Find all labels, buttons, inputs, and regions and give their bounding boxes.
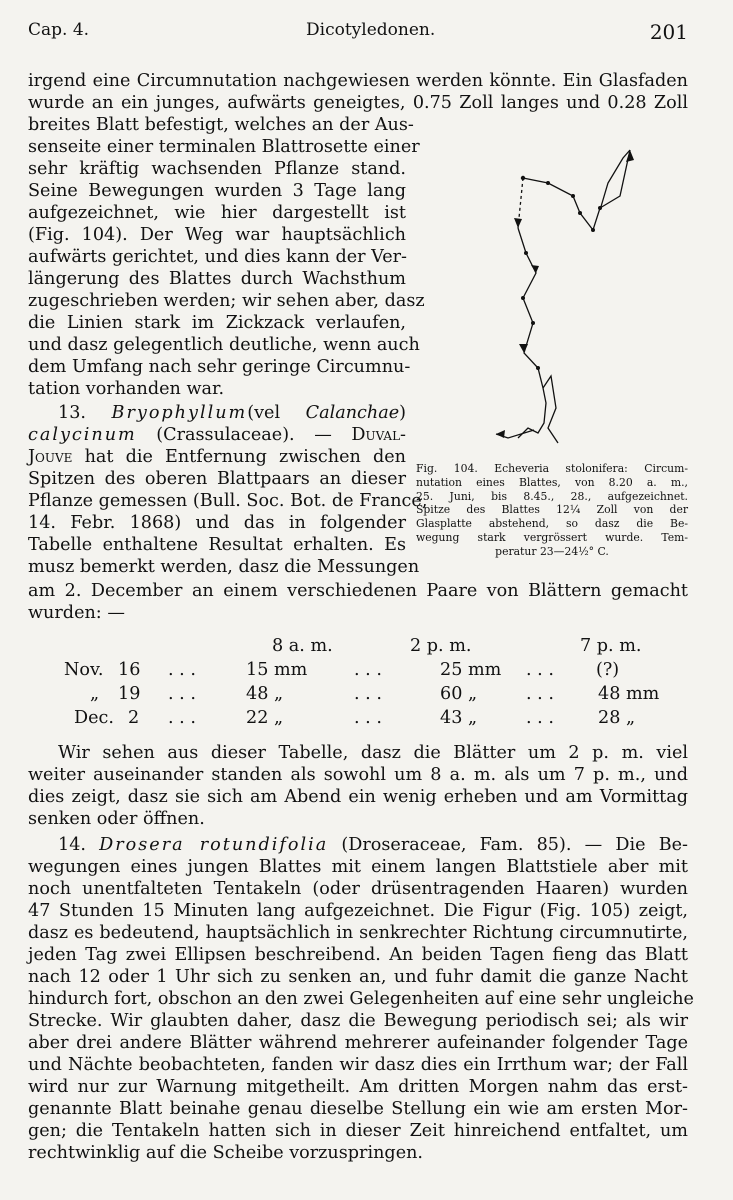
tracing-dot — [571, 194, 575, 198]
text-line: tation vorhanden war. — [28, 379, 225, 399]
column-header: 7 p. m. — [580, 636, 642, 656]
text-line: hindurch fort, obschon an den zwei Gelegenheiten auf eine sehr ungleiche — [28, 989, 694, 1009]
running-title: Dicotyledonen. — [306, 20, 436, 40]
text-line: dem Umfang nach sehr geringe Circumnu- — [28, 357, 411, 377]
table-cell: . . . — [526, 660, 554, 680]
text-line: noch unentfalteten Tentakeln (oder drüsentragenden Haaren) wurden — [28, 879, 688, 899]
text-line: musz bemerkt werden, dasz die Messungen — [28, 557, 420, 577]
text-line: Tabelle enthaltene Resultat erhalten. Es — [28, 535, 406, 555]
table-cell: 48 mm — [598, 684, 660, 704]
tracing-path-upper — [523, 150, 630, 230]
chapter-label: Cap. 4. — [28, 20, 90, 40]
tracing-dot — [524, 251, 528, 255]
text-line: irgend eine Circumnutation nachgewiesen werden könnte. Ein Glasfaden — [28, 71, 688, 91]
arrowhead-icon — [514, 218, 522, 228]
table-row — [28, 708, 688, 732]
column-header: 8 a. m. — [272, 636, 333, 656]
tracing-path-upper-b — [600, 150, 630, 210]
column-header: 2 p. m. — [410, 636, 472, 656]
table-cell: 2 — [128, 708, 140, 728]
text-line: längerung des Blattes durch Wachsthum — [28, 269, 406, 289]
arrowhead-icon — [496, 430, 505, 438]
alt-genus-name: Calanchae — [305, 403, 400, 423]
text-line: jeden Tag zwei Ellipsen beschreibend. An beiden Tagen fieng das Blatt — [28, 945, 688, 965]
table-cell: 60 „ — [440, 684, 478, 704]
text-line: weiter auseinander standen als sowohl um 8 a. m. als um 7 p. m., und — [28, 765, 688, 785]
table-cell: „ — [90, 684, 100, 704]
tracing-dot — [521, 296, 525, 300]
text-line: nach 12 oder 1 Uhr sich zu senken an, und fuhr damit die ganze Nacht — [28, 967, 688, 987]
text-line: Spitzen des oberen Blattpaars an dieser — [28, 469, 406, 489]
table-cell: 25 mm — [440, 660, 502, 680]
species-name: Drosera rotundifolia — [99, 835, 329, 855]
table-cell: Nov. — [64, 660, 104, 680]
arrowhead-icon — [519, 344, 528, 353]
text-line: aber drei andere Blätter während mehrerer aufeinander folgender Tage — [28, 1033, 688, 1053]
text-line: wurde an ein junges, aufwärts geneigtes, 0.75 Zoll langes und 0.28 Zoll — [28, 93, 688, 113]
text-line — [28, 402, 406, 424]
table-cell: 48 „ — [246, 684, 284, 704]
genus-name: Bryophyllum — [111, 403, 248, 423]
text-line: breites Blatt befestigt, welches an der Aus- — [28, 115, 414, 135]
text-line: wegungen eines jungen Blattes mit einem langen Blattstiele aber mit — [28, 857, 688, 877]
table-cell: . . . — [354, 660, 382, 680]
species-name: calycinum — [28, 425, 137, 445]
figure-caption — [416, 462, 688, 559]
arrowhead-icon — [626, 150, 634, 162]
caption-line: wegung stark vergrössert wurde. Tem- — [416, 530, 688, 544]
text-line: dasz es bedeutend, hauptsächlich in senkrechter Richtung circumnutirte, — [28, 923, 688, 943]
text-fragment: ) — [399, 403, 406, 423]
tracing-path-middle — [518, 228, 543, 388]
table-cell: 19 — [118, 684, 141, 704]
text-line: 47 Stunden 15 Minuten lang aufgezeichnet. Die Figur (Fig. 105) zeigt, — [28, 901, 688, 921]
tracing-dot — [531, 321, 535, 325]
caption-line: Spitze des Blattes 12¼ Zoll von der — [416, 503, 688, 517]
text-line: (Fig. 104). Der Weg war hauptsächlich — [28, 225, 406, 245]
text-fragment: (Droseraceae, Fam. 85). — Die Be- — [328, 835, 688, 855]
text-line: wird nur zur Warnung mitgetheilt. Am dritten Morgen nahm das erst- — [28, 1077, 688, 1097]
table-cell: . . . — [168, 684, 196, 704]
text-line: die Linien stark im Zickzack verlaufen, — [28, 313, 406, 333]
table-cell: . . . — [168, 708, 196, 728]
text-line: aufwärts gerichtet, und dies kann der Ver- — [28, 247, 407, 267]
tracing-dot — [546, 181, 550, 185]
table-cell: . . . — [526, 708, 554, 728]
author-name: Duval- — [351, 425, 406, 445]
caption-line: Glasplatte abstehend, so dasz die Be- — [416, 517, 688, 531]
caption-line: 25. Juni, bis 8.45., 28., aufgezeichnet. — [416, 489, 688, 503]
table-cell: 22 „ — [246, 708, 284, 728]
caption-line: Fig. 104. Echeveria stolonifera: Circum- — [416, 462, 688, 475]
table-cell: Dec. — [74, 708, 114, 728]
figure-104-tracing — [448, 138, 688, 468]
running-header — [28, 20, 688, 48]
table-cell: . . . — [168, 660, 196, 680]
table-cell: 28 „ — [598, 708, 636, 728]
text-line: Wir sehen aus dieser Tabelle, dasz die Blätter um 2 p. m. viel — [58, 743, 688, 763]
text-line: senseite einer terminalen Blattrosette einer — [28, 137, 420, 157]
text-line: aufgezeichnet, wie hier dargestellt ist — [28, 203, 406, 223]
table-cell: (?) — [596, 660, 620, 680]
text-line: Pflanze gemessen (Bull. Soc. Bot. de France, — [28, 491, 428, 511]
text-line: Seine Bewegungen wurden 3 Tage lang — [28, 181, 406, 201]
table-header-row — [28, 636, 688, 660]
text-line: rechtwinklig auf die Scheibe vorzuspringen. — [28, 1143, 424, 1163]
text-fragment: (vel — [247, 403, 306, 423]
section-number: 14. — [58, 835, 86, 855]
tracing-dot — [598, 206, 602, 210]
text-fragment: hat die Entfernung zwischen den — [84, 447, 406, 467]
text-line: Strecke. Wir glaubten daher, dasz die Bewegung periodisch sei; als wir — [28, 1011, 688, 1031]
section-number: 13. — [58, 403, 86, 423]
author-name: Jouve — [28, 447, 73, 467]
page-number: 201 — [649, 20, 688, 44]
circumnutation-tracing-diagram — [448, 138, 688, 468]
table-row — [28, 684, 688, 708]
table-cell: 15 mm — [246, 660, 308, 680]
text-line: zugeschrieben werden; wir sehen aber, dasz — [28, 291, 425, 311]
text-line: am 2. December an einem verschiedenen Paare von Blättern gemacht — [28, 581, 688, 601]
text-line: und Nächte beobachteten, fanden wir dasz dies ein Irrthum war; der Fall — [28, 1055, 688, 1075]
text-line: genannte Blatt beinahe genau dieselbe Stellung ein wie am ersten Mor- — [28, 1099, 688, 1119]
tracing-dot — [521, 176, 525, 180]
text-line: dies zeigt, dasz sie sich am Abend ein wenig erheben und am Vormittag — [28, 787, 688, 807]
text-line: wurden: — — [28, 603, 125, 623]
table-cell: . . . — [354, 708, 382, 728]
text-line: 14. Febr. 1868) und das in folgender — [28, 513, 406, 533]
table-row — [28, 660, 688, 684]
book-page — [28, 0, 694, 1200]
text-line: sehr kräftig wachsenden Pflanze stand. — [28, 159, 406, 179]
table-cell: 16 — [118, 660, 141, 680]
text-line: gen; die Tentakeln hatten sich in dieser Zeit hinreichend entfaltet, um — [28, 1121, 688, 1141]
text-line: und dasz gelegentlich deutliche, wenn auch — [28, 335, 420, 355]
table-cell: 43 „ — [440, 708, 478, 728]
text-line — [28, 834, 688, 856]
text-line — [28, 424, 406, 446]
tracing-dot — [591, 228, 595, 232]
caption-line: peratur 23—24½° C. — [495, 544, 609, 558]
table-cell: . . . — [354, 684, 382, 704]
text-line: senken oder öffnen. — [28, 809, 205, 829]
text-fragment: (Crassulaceae). — — [136, 425, 352, 445]
tracing-dot — [536, 366, 540, 370]
table-cell: . . . — [526, 684, 554, 704]
text-line — [28, 446, 406, 468]
tracing-dot — [578, 211, 582, 215]
caption-line: nutation eines Blattes, von 8.20 a. m., — [416, 475, 688, 489]
